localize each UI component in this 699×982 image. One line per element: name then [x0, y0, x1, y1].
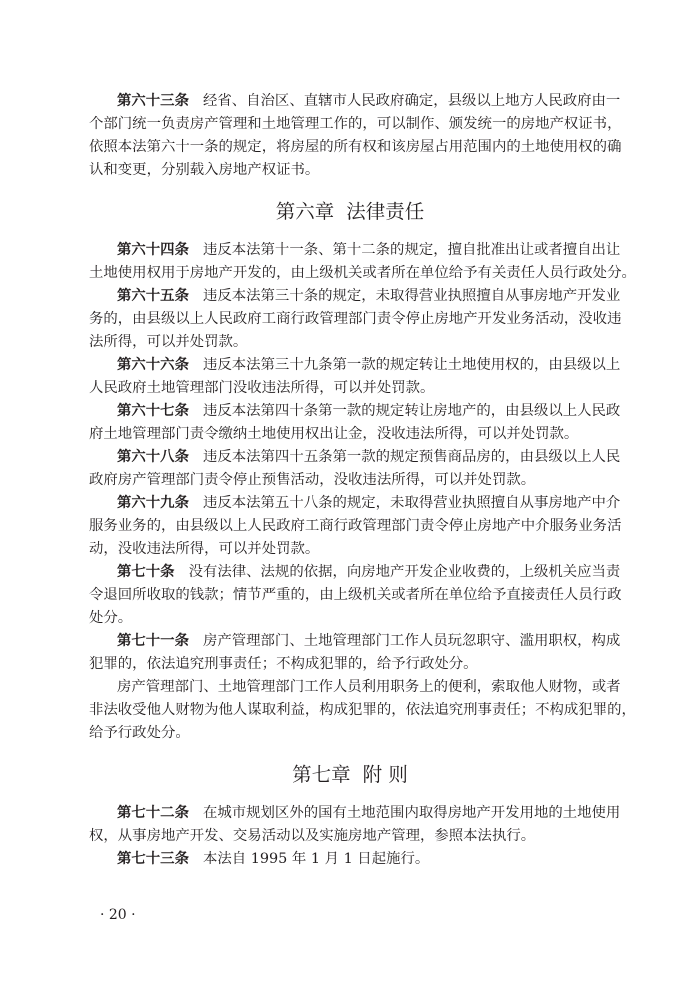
text-line	[89, 354, 621, 377]
text-line	[89, 90, 621, 113]
article-paragraph	[89, 446, 621, 492]
line-text: 土地使用权用于房地产开发的，由上级机关或者所在单位给予有关责任人员行政处分。	[89, 265, 636, 281]
article-number: 第七十二条	[117, 805, 189, 821]
line-text: 认和变更，分别载入房地产权证书。	[89, 162, 320, 178]
text-line	[89, 136, 622, 159]
line-text: 令退回所收取的钱款；情节严重的，由上级机关或者所在单位给予直接责任人员行政	[89, 587, 622, 603]
text-line	[89, 584, 622, 607]
article-paragraph	[89, 239, 636, 285]
article-paragraph	[89, 561, 622, 630]
article-paragraph	[89, 90, 622, 182]
article-number: 第六十八条	[117, 449, 189, 465]
line-text: 个部门统一负责房产管理和土地管理工作的，可以制作、颁发统一的房地产权证书，	[89, 116, 622, 132]
text-line	[89, 262, 636, 285]
article-number: 第六十四条	[117, 242, 189, 258]
article-paragraph	[89, 630, 621, 676]
line-text: 房产管理部门、土地管理部门工作人员玩忽职守、滥用职权，构成	[202, 633, 621, 649]
line-text: 给予行政处分。	[89, 725, 190, 741]
text-line	[89, 630, 621, 653]
text-line	[89, 377, 611, 400]
line-text: 违反本法第四十五条第一款的规定预售商品房的，由县级以上人民	[202, 449, 621, 465]
chapter-title: 附 则	[362, 763, 408, 786]
article-number: 第六十七条	[117, 403, 189, 419]
text-line	[89, 825, 611, 848]
text-line	[89, 308, 622, 331]
line-text: 服务业务的，由县级以上人民政府工商行政管理部门责令停止房地产中介服务业务活	[89, 518, 622, 534]
article-paragraph	[89, 492, 622, 561]
line-text: 违反本法第四十条第一款的规定转让房地产的，由县级以上人民政	[202, 403, 621, 419]
article-paragraph	[89, 676, 636, 745]
line-text: 非法收受他人财物为他人谋取利益，构成犯罪的，依法追究刑事责任；不构成犯罪的，	[89, 702, 636, 718]
line-text: 府土地管理部门责令缴纳土地使用权出让金，没收违法所得，可以并处罚款。	[89, 426, 579, 442]
text-line	[89, 285, 621, 308]
article-number: 第六十六条	[117, 357, 189, 373]
text-line	[89, 469, 611, 492]
article-number: 第七十条	[117, 564, 175, 580]
text-line	[89, 676, 621, 699]
document-body	[89, 90, 636, 871]
article-paragraph	[89, 848, 611, 871]
line-text: 违反本法第三十条的规定，未取得营业执照擅自从事房地产开发业	[202, 288, 621, 304]
text-line	[89, 561, 621, 584]
line-text: 违反本法第三十九条第一款的规定转让土地使用权的，由县级以上	[202, 357, 621, 373]
line-text: 法所得，可以并处罚款。	[89, 334, 248, 350]
text-line	[89, 400, 621, 423]
text-line	[89, 607, 611, 630]
page-number: · 20 ·	[100, 907, 136, 923]
text-line	[89, 331, 611, 354]
chapter-number: 第六章	[275, 200, 335, 223]
line-text: 犯罪的，依法追究刑事责任；不构成犯罪的，给予行政处分。	[89, 656, 478, 672]
article-paragraph	[89, 285, 622, 354]
article-number: 第六十三条	[117, 93, 189, 109]
chapter-heading	[89, 745, 611, 802]
chapter-number: 第七章	[292, 763, 351, 786]
line-text: 经省、自治区、直辖市人民政府确定，县级以上地方人民政府由一	[202, 93, 621, 109]
line-text: 依照本法第六十一条的规定，将房屋的所有权和该房屋占用范围内的土地使用权的确	[89, 139, 622, 155]
chapter-title: 法律责任	[346, 200, 425, 223]
line-text: 权，从事房地产开发、交易活动以及实施房地产管理，参照本法执行。	[89, 828, 536, 844]
text-line	[89, 446, 621, 469]
line-text: 动，没收违法所得，可以并处罚款。	[89, 541, 320, 557]
text-line	[89, 113, 622, 136]
text-line	[89, 802, 621, 825]
article-number: 第七十一条	[117, 633, 189, 649]
line-text: 务的，由县级以上人民政府工商行政管理部门责令停止房地产开发业务活动，没收违	[89, 311, 622, 327]
text-line	[89, 239, 621, 262]
line-text: 在城市规划区外的国有土地范围内取得房地产开发用地的土地使用	[202, 805, 621, 821]
text-line	[89, 538, 611, 561]
line-text: 违反本法第五十八条的规定，未取得营业执照擅自从事房地产中介	[202, 495, 621, 511]
article-paragraph	[89, 400, 621, 446]
line-text: 处分。	[89, 610, 133, 626]
article-number: 第六十五条	[117, 288, 189, 304]
article-number: 第六十九条	[117, 495, 189, 511]
text-line	[89, 159, 611, 182]
article-paragraph	[89, 802, 621, 848]
article-number: 第七十三条	[117, 851, 189, 867]
text-line	[89, 722, 611, 745]
text-line	[89, 515, 622, 538]
line-text: 房产管理部门、土地管理部门工作人员利用职务上的便利，索取他人财物，或者	[117, 679, 621, 695]
line-text: 本法自 1995 年 1 月 1 日起施行。	[202, 851, 430, 867]
line-text: 人民政府土地管理部门没收违法所得，可以并处罚款。	[89, 380, 435, 396]
text-line	[89, 848, 611, 871]
line-text: 违反本法第十一条、第十二条的规定，擅自批准出让或者擅自出让	[202, 242, 621, 258]
line-text: 政府房产管理部门责令停止预售活动，没收违法所得，可以并处罚款。	[89, 472, 536, 488]
text-line	[89, 423, 611, 446]
article-paragraph	[89, 354, 621, 400]
line-text: 没有法律、法规的依据，向房地产开发企业收费的，上级机关应当责	[188, 564, 621, 580]
text-line	[89, 492, 621, 515]
text-line	[89, 653, 611, 676]
text-line	[89, 699, 636, 722]
chapter-heading	[89, 182, 611, 239]
